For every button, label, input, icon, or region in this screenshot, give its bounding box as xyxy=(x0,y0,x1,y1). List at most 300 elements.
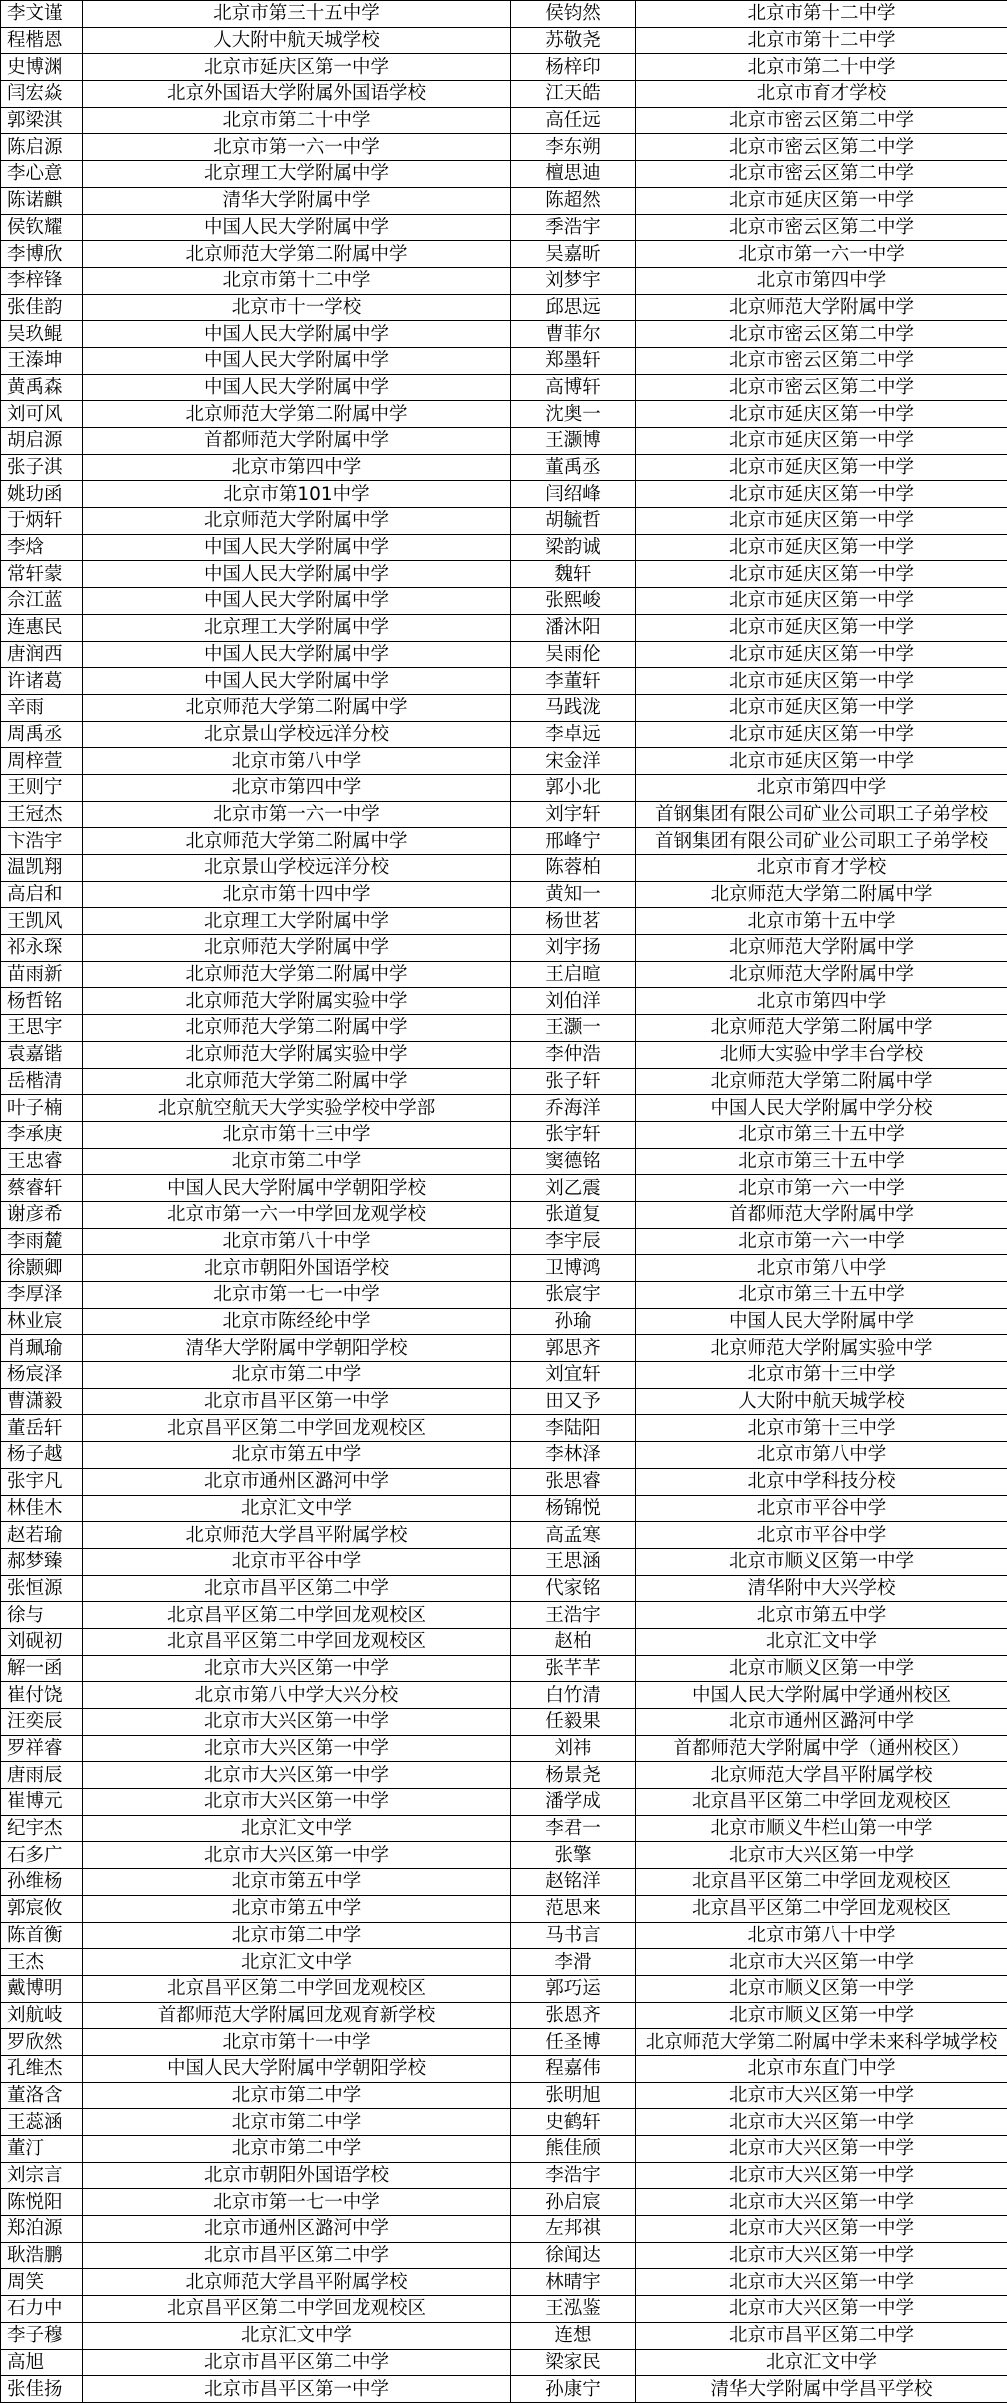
student-name-cell: 卞浩宇 xyxy=(1,828,83,855)
school-name-cell: 北京市大兴区第一中学 xyxy=(83,1709,511,1736)
school-name-cell: 北京市第十三中学 xyxy=(83,1121,511,1148)
school-name-cell: 北京汇文中学 xyxy=(83,2322,511,2349)
school-name-cell: 北京市延庆区第一中学 xyxy=(636,401,1007,428)
student-name-cell: 王凯风 xyxy=(1,908,83,935)
student-name-cell: 李文谨 xyxy=(1,1,83,28)
student-name-cell: 温凯翔 xyxy=(1,855,83,882)
student-name-cell: 董洛含 xyxy=(1,2082,83,2109)
table-row xyxy=(1,534,1007,561)
school-name-cell: 人大附中航天城学校 xyxy=(636,1388,1007,1415)
student-name-cell: 王蕊涵 xyxy=(1,2109,83,2136)
school-name-cell: 北京市延庆区第一中学 xyxy=(636,508,1007,535)
student-name-cell: 石力中 xyxy=(1,2296,83,2323)
school-name-cell: 北师大实验中学丰台学校 xyxy=(636,1041,1007,1068)
school-name-cell: 北京市第101中学 xyxy=(83,481,511,508)
student-name-cell: 张芊芊 xyxy=(511,1655,636,1682)
student-name-cell: 张道复 xyxy=(511,1201,636,1228)
student-name-cell: 罗祥睿 xyxy=(1,1735,83,1762)
school-name-cell: 北京师范大学附属中学 xyxy=(83,508,511,535)
student-name-cell: 周禹丞 xyxy=(1,721,83,748)
school-name-cell: 北京汇文中学 xyxy=(636,1628,1007,1655)
student-name-cell: 王思宇 xyxy=(1,1015,83,1042)
school-name-cell: 北京市第二中学 xyxy=(83,1362,511,1389)
school-name-cell: 北京市延庆区第一中学 xyxy=(636,694,1007,721)
student-name-cell: 孙康宁 xyxy=(511,2376,636,2403)
student-name-cell: 邢峰宁 xyxy=(511,828,636,855)
student-name-cell: 林业宸 xyxy=(1,1308,83,1335)
student-name-cell: 王杰 xyxy=(1,1949,83,1976)
student-name-cell: 李焓 xyxy=(1,534,83,561)
school-name-cell: 北京市昌平区第二中学 xyxy=(83,2242,511,2269)
table-row xyxy=(1,1682,1007,1709)
school-name-cell: 北京市第十二中学 xyxy=(83,267,511,294)
student-name-cell: 连想 xyxy=(511,2322,636,2349)
table-row xyxy=(1,2109,1007,2136)
table-row xyxy=(1,588,1007,615)
student-name-cell: 田又予 xyxy=(511,1388,636,1415)
school-name-cell: 中国人民大学附属中学分校 xyxy=(636,1095,1007,1122)
school-name-cell: 中国人民大学附属中学 xyxy=(83,347,511,374)
school-name-cell: 北京市第三十五中学 xyxy=(83,1,511,28)
student-name-cell: 马书言 xyxy=(511,1922,636,1949)
school-name-cell: 北京市第四中学 xyxy=(83,774,511,801)
table-row xyxy=(1,1735,1007,1762)
student-name-cell: 林佳木 xyxy=(1,1495,83,1522)
school-name-cell: 北京市第四中学 xyxy=(636,267,1007,294)
student-name-cell: 刘可风 xyxy=(1,401,83,428)
table-row xyxy=(1,1602,1007,1629)
student-name-cell: 陈诺麒 xyxy=(1,187,83,214)
school-name-cell: 北京市第十四中学 xyxy=(83,881,511,908)
school-name-cell: 北京市第二中学 xyxy=(83,2136,511,2163)
school-name-cell: 北京市延庆区第一中学 xyxy=(636,481,1007,508)
school-name-cell: 北京师范大学昌平附属学校 xyxy=(636,1762,1007,1789)
table-row xyxy=(1,1148,1007,1175)
school-name-cell: 北京市第一七一中学 xyxy=(83,2189,511,2216)
table-row xyxy=(1,694,1007,721)
student-name-cell: 胡毓哲 xyxy=(511,508,636,535)
student-name-cell: 吴雨伦 xyxy=(511,641,636,668)
table-row xyxy=(1,161,1007,188)
student-name-cell: 潘沐阳 xyxy=(511,614,636,641)
school-name-cell: 首都师范大学附属中学 xyxy=(83,428,511,455)
student-name-cell: 陈悦阳 xyxy=(1,2189,83,2216)
table-row xyxy=(1,1308,1007,1335)
table-row xyxy=(1,1442,1007,1469)
school-name-cell: 北京昌平区第二中学回龙观校区 xyxy=(83,1602,511,1629)
student-name-cell: 孙启宸 xyxy=(511,2189,636,2216)
school-name-cell: 北京理工大学附属中学 xyxy=(83,908,511,935)
school-name-cell: 北京市朝阳外国语学校 xyxy=(83,1255,511,1282)
student-name-cell: 潘学成 xyxy=(511,1789,636,1816)
table-row xyxy=(1,374,1007,401)
school-name-cell: 北京师范大学附属中学 xyxy=(636,294,1007,321)
table-row xyxy=(1,214,1007,241)
school-name-cell: 北京市昌平区第一中学 xyxy=(83,1388,511,1415)
student-name-cell: 唐雨辰 xyxy=(1,1762,83,1789)
school-name-cell: 北京中学科技分校 xyxy=(636,1468,1007,1495)
student-name-cell: 徐颢卿 xyxy=(1,1255,83,1282)
school-name-cell: 北京市大兴区第一中学 xyxy=(636,2296,1007,2323)
student-name-cell: 陈蓉柏 xyxy=(511,855,636,882)
school-name-cell: 中国人民大学附属中学朝阳学校 xyxy=(83,1175,511,1202)
student-name-cell: 魏轩 xyxy=(511,561,636,588)
student-name-cell: 张恒源 xyxy=(1,1575,83,1602)
table-row xyxy=(1,2216,1007,2243)
student-name-cell: 李厚泽 xyxy=(1,1282,83,1309)
school-name-cell: 北京昌平区第二中学回龙观校区 xyxy=(83,1415,511,1442)
school-name-cell: 北京市大兴区第一中学 xyxy=(636,2269,1007,2296)
student-name-cell: 周梓萱 xyxy=(1,748,83,775)
school-name-cell: 北京市大兴区第一中学 xyxy=(636,2082,1007,2109)
student-name-cell: 程楷恩 xyxy=(1,27,83,54)
school-name-cell: 北京市第一六一中学 xyxy=(636,241,1007,268)
student-name-cell: 郭宸攸 xyxy=(1,1895,83,1922)
school-name-cell: 北京市第三十五中学 xyxy=(636,1148,1007,1175)
student-name-cell: 张宇凡 xyxy=(1,1468,83,1495)
student-name-cell: 石多广 xyxy=(1,1842,83,1869)
table-row xyxy=(1,428,1007,455)
school-name-cell: 清华大学附属中学 xyxy=(83,187,511,214)
student-name-cell: 代家铭 xyxy=(511,1575,636,1602)
student-name-cell: 王溱坤 xyxy=(1,347,83,374)
table-row xyxy=(1,1575,1007,1602)
table-row xyxy=(1,1015,1007,1042)
table-row xyxy=(1,2349,1007,2376)
student-name-cell: 左邦祺 xyxy=(511,2216,636,2243)
table-row xyxy=(1,1228,1007,1255)
student-name-cell: 郑墨轩 xyxy=(511,347,636,374)
table-row xyxy=(1,1121,1007,1148)
student-name-cell: 佘江蓝 xyxy=(1,588,83,615)
school-name-cell: 北京市第五中学 xyxy=(83,1442,511,1469)
table-row xyxy=(1,1815,1007,1842)
school-name-cell: 中国人民大学附属中学 xyxy=(83,534,511,561)
student-name-cell: 高旭 xyxy=(1,2349,83,2376)
table-row xyxy=(1,294,1007,321)
table-row xyxy=(1,668,1007,695)
table-row xyxy=(1,1335,1007,1362)
table-row xyxy=(1,2322,1007,2349)
student-name-cell: 汪奕辰 xyxy=(1,1709,83,1736)
school-name-cell: 北京市大兴区第一中学 xyxy=(83,1762,511,1789)
student-name-cell: 叶子楠 xyxy=(1,1095,83,1122)
school-name-cell: 北京外国语大学附属外国语学校 xyxy=(83,81,511,108)
school-name-cell: 北京市密云区第二中学 xyxy=(636,214,1007,241)
table-row xyxy=(1,1548,1007,1575)
student-name-cell: 窦德铭 xyxy=(511,1148,636,1175)
student-name-cell: 王则宁 xyxy=(1,774,83,801)
student-name-cell: 董汀 xyxy=(1,2136,83,2163)
school-name-cell: 北京市第二十中学 xyxy=(83,107,511,134)
school-name-cell: 北京汇文中学 xyxy=(83,1949,511,1976)
student-name-cell: 李滑 xyxy=(511,1949,636,1976)
table-row xyxy=(1,881,1007,908)
school-name-cell: 北京市顺义区第一中学 xyxy=(636,1975,1007,2002)
school-name-cell: 北京市第八中学 xyxy=(636,1442,1007,1469)
student-name-cell: 李承庚 xyxy=(1,1121,83,1148)
student-name-cell: 杨景尧 xyxy=(511,1762,636,1789)
student-name-cell: 吴玖鲲 xyxy=(1,321,83,348)
student-name-cell: 马践泷 xyxy=(511,694,636,721)
table-row xyxy=(1,614,1007,641)
school-name-cell: 北京市大兴区第一中学 xyxy=(636,2136,1007,2163)
school-name-cell: 首都师范大学附属回龙观育新学校 xyxy=(83,2002,511,2029)
student-name-cell: 王浩宇 xyxy=(511,1602,636,1629)
school-name-cell: 中国人民大学附属中学 xyxy=(83,588,511,615)
student-name-cell: 刘航岐 xyxy=(1,2002,83,2029)
table-row xyxy=(1,1468,1007,1495)
student-name-cell: 王灏博 xyxy=(511,428,636,455)
table-row xyxy=(1,561,1007,588)
school-name-cell: 北京市第四中学 xyxy=(83,454,511,481)
student-name-cell: 王灏一 xyxy=(511,1015,636,1042)
school-name-cell: 北京市密云区第二中学 xyxy=(636,374,1007,401)
student-name-cell: 杨宸泽 xyxy=(1,1362,83,1389)
table-row xyxy=(1,454,1007,481)
student-name-cell: 张明旭 xyxy=(511,2082,636,2109)
school-name-cell: 北京市延庆区第一中学 xyxy=(636,748,1007,775)
school-name-cell: 人大附中航天城学校 xyxy=(83,27,511,54)
school-name-cell: 北京理工大学附属中学 xyxy=(83,614,511,641)
student-name-cell: 姚玏函 xyxy=(1,481,83,508)
school-name-cell: 北京市顺义区第一中学 xyxy=(636,1548,1007,1575)
table-row xyxy=(1,2136,1007,2163)
table-row xyxy=(1,1709,1007,1736)
student-name-cell: 刘梦宇 xyxy=(511,267,636,294)
table-row xyxy=(1,1895,1007,1922)
table-row xyxy=(1,347,1007,374)
student-name-cell: 陈启源 xyxy=(1,134,83,161)
school-name-cell: 北京昌平区第二中学回龙观校区 xyxy=(83,2296,511,2323)
student-name-cell: 董禹丞 xyxy=(511,454,636,481)
school-name-cell: 北京市第五中学 xyxy=(83,1869,511,1896)
student-name-cell: 杨世茗 xyxy=(511,908,636,935)
student-name-cell: 李东朔 xyxy=(511,134,636,161)
student-name-cell: 闫绍峰 xyxy=(511,481,636,508)
table-row xyxy=(1,641,1007,668)
school-name-cell: 北京市密云区第二中学 xyxy=(636,134,1007,161)
student-name-cell: 梁韵诚 xyxy=(511,534,636,561)
table-row xyxy=(1,267,1007,294)
table-row xyxy=(1,1789,1007,1816)
table-row xyxy=(1,935,1007,962)
student-name-cell: 季浩宇 xyxy=(511,214,636,241)
school-name-cell: 北京景山学校远洋分校 xyxy=(83,855,511,882)
school-name-cell: 首钢集团有限公司矿业公司职工子弟学校 xyxy=(636,801,1007,828)
school-name-cell: 北京市第十三中学 xyxy=(636,1362,1007,1389)
school-name-cell: 北京市延庆区第一中学 xyxy=(636,641,1007,668)
student-name-cell: 徐闻达 xyxy=(511,2242,636,2269)
school-name-cell: 北京师范大学第二附属中学 xyxy=(83,828,511,855)
school-name-cell: 北京市顺义区第一中学 xyxy=(636,1655,1007,1682)
table-row xyxy=(1,748,1007,775)
student-name-cell: 苗雨新 xyxy=(1,961,83,988)
school-name-cell: 北京市大兴区第一中学 xyxy=(83,1735,511,1762)
table-row xyxy=(1,1095,1007,1122)
student-name-cell: 张佳韵 xyxy=(1,294,83,321)
table-row xyxy=(1,2189,1007,2216)
school-name-cell: 北京市第八中学 xyxy=(636,1255,1007,1282)
school-name-cell: 中国人民大学附属中学通州校区 xyxy=(636,1682,1007,1709)
school-name-cell: 首钢集团有限公司矿业公司职工子弟学校 xyxy=(636,828,1007,855)
student-name-cell: 岳楷清 xyxy=(1,1068,83,1095)
school-name-cell: 北京市朝阳外国语学校 xyxy=(83,2162,511,2189)
school-name-cell: 北京市第一六一中学回龙观学校 xyxy=(83,1201,511,1228)
student-name-cell: 刘伯洋 xyxy=(511,988,636,1015)
student-name-cell: 熊佳颀 xyxy=(511,2136,636,2163)
school-name-cell: 北京师范大学附属中学 xyxy=(83,935,511,962)
student-name-cell: 江天皓 xyxy=(511,81,636,108)
student-name-cell: 李董轩 xyxy=(511,668,636,695)
school-name-cell: 北京市第五中学 xyxy=(636,1602,1007,1629)
school-name-cell: 中国人民大学附属中学 xyxy=(83,641,511,668)
school-name-cell: 北京市通州区潞河中学 xyxy=(636,1709,1007,1736)
student-name-cell: 王冠杰 xyxy=(1,801,83,828)
table-row xyxy=(1,401,1007,428)
student-name-cell: 蔡睿轩 xyxy=(1,1175,83,1202)
school-name-cell: 北京市大兴区第一中学 xyxy=(83,1842,511,1869)
table-row xyxy=(1,187,1007,214)
table-row xyxy=(1,508,1007,535)
table-row xyxy=(1,1255,1007,1282)
student-name-cell: 许诸葛 xyxy=(1,668,83,695)
school-name-cell: 北京汇文中学 xyxy=(83,1815,511,1842)
student-name-cell: 王启暄 xyxy=(511,961,636,988)
table-row xyxy=(1,774,1007,801)
student-name-cell: 张思睿 xyxy=(511,1468,636,1495)
student-name-cell: 李心意 xyxy=(1,161,83,188)
school-name-cell: 北京师范大学附属实验中学 xyxy=(83,1041,511,1068)
table-row xyxy=(1,81,1007,108)
school-name-cell: 北京市大兴区第一中学 xyxy=(636,2242,1007,2269)
school-name-cell: 北京市昌平区第二中学 xyxy=(83,2349,511,2376)
table-row xyxy=(1,27,1007,54)
school-name-cell: 首都师范大学附属中学 xyxy=(636,1201,1007,1228)
student-name-cell: 于炳轩 xyxy=(1,508,83,535)
table-row xyxy=(1,1,1007,28)
student-name-cell: 连惠民 xyxy=(1,614,83,641)
student-name-cell: 杨子越 xyxy=(1,1442,83,1469)
school-name-cell: 北京师范大学第二附属中学 xyxy=(83,401,511,428)
school-name-cell: 北京市第一六一中学 xyxy=(83,134,511,161)
student-name-cell: 郭小北 xyxy=(511,774,636,801)
student-name-cell: 赵柏 xyxy=(511,1628,636,1655)
student-name-cell: 任圣博 xyxy=(511,2029,636,2056)
school-name-cell: 北京市延庆区第一中学 xyxy=(636,588,1007,615)
school-name-cell: 北京市第十一中学 xyxy=(83,2029,511,2056)
school-name-cell: 北京市育才学校 xyxy=(636,81,1007,108)
table-row xyxy=(1,2055,1007,2082)
table-row xyxy=(1,1762,1007,1789)
school-name-cell: 北京市第二中学 xyxy=(83,2082,511,2109)
student-name-cell: 黄禹森 xyxy=(1,374,83,401)
student-name-cell: 高任远 xyxy=(511,107,636,134)
school-name-cell: 北京昌平区第二中学回龙观校区 xyxy=(83,1628,511,1655)
student-name-cell: 邱思远 xyxy=(511,294,636,321)
school-name-cell: 北京市大兴区第一中学 xyxy=(636,1842,1007,1869)
table-row xyxy=(1,1522,1007,1549)
school-name-cell: 北京师范大学第二附属中学未来科学城学校 xyxy=(636,2029,1007,2056)
school-name-cell: 北京市育才学校 xyxy=(636,855,1007,882)
table-row xyxy=(1,1415,1007,1442)
table-row xyxy=(1,1495,1007,1522)
student-name-cell: 李卓远 xyxy=(511,721,636,748)
school-name-cell: 北京师范大学附属实验中学 xyxy=(83,988,511,1015)
school-name-cell: 中国人民大学附属中学 xyxy=(83,668,511,695)
school-name-cell: 北京市大兴区第一中学 xyxy=(83,1789,511,1816)
table-row xyxy=(1,801,1007,828)
school-name-cell: 北京市东直门中学 xyxy=(636,2055,1007,2082)
student-name-cell: 张子轩 xyxy=(511,1068,636,1095)
table-row xyxy=(1,1282,1007,1309)
student-name-cell: 高孟寒 xyxy=(511,1522,636,1549)
student-name-cell: 董岳轩 xyxy=(1,1415,83,1442)
student-name-cell: 李宇辰 xyxy=(511,1228,636,1255)
student-name-cell: 史鹤轩 xyxy=(511,2109,636,2136)
student-name-cell: 赵若瑜 xyxy=(1,1522,83,1549)
school-name-cell: 北京市通州区潞河中学 xyxy=(83,1468,511,1495)
school-name-cell: 北京市第十二中学 xyxy=(636,1,1007,28)
school-name-cell: 北京市第一六一中学 xyxy=(83,801,511,828)
student-name-cell: 郭梁淇 xyxy=(1,107,83,134)
table-row xyxy=(1,828,1007,855)
school-name-cell: 北京市第十二中学 xyxy=(636,27,1007,54)
student-name-cell: 杨哲铭 xyxy=(1,988,83,1015)
student-name-cell: 刘宇轩 xyxy=(511,801,636,828)
school-name-cell: 北京师范大学附属中学 xyxy=(636,961,1007,988)
school-name-cell: 北京市第二中学 xyxy=(83,1922,511,1949)
school-name-cell: 北京市大兴区第一中学 xyxy=(636,2216,1007,2243)
student-name-cell: 张恩齐 xyxy=(511,2002,636,2029)
school-name-cell: 北京市延庆区第一中学 xyxy=(636,454,1007,481)
student-name-cell: 程嘉伟 xyxy=(511,2055,636,2082)
school-name-cell: 北京市第一六一中学 xyxy=(636,1228,1007,1255)
school-name-cell: 中国人民大学附属中学 xyxy=(83,214,511,241)
student-name-cell: 孔维杰 xyxy=(1,2055,83,2082)
student-name-cell: 史博渊 xyxy=(1,54,83,81)
student-name-cell: 崔博元 xyxy=(1,1789,83,1816)
school-name-cell: 北京市密云区第二中学 xyxy=(636,161,1007,188)
school-name-cell: 中国人民大学附属中学 xyxy=(83,321,511,348)
student-name-cell: 黄知一 xyxy=(511,881,636,908)
student-name-cell: 刘宗言 xyxy=(1,2162,83,2189)
school-name-cell: 北京师范大学附属中学 xyxy=(636,935,1007,962)
school-name-cell: 北京市大兴区第一中学 xyxy=(636,1949,1007,1976)
table-row xyxy=(1,908,1007,935)
student-name-cell: 赵铭洋 xyxy=(511,1869,636,1896)
student-name-cell: 苏敬尧 xyxy=(511,27,636,54)
student-name-cell: 李博欣 xyxy=(1,241,83,268)
student-name-cell: 谢彦希 xyxy=(1,1201,83,1228)
school-name-cell: 北京市第八十中学 xyxy=(636,1922,1007,1949)
school-name-cell: 首都师范大学附属中学（通州校区） xyxy=(636,1735,1007,1762)
school-name-cell: 北京师范大学第二附属中学 xyxy=(636,881,1007,908)
student-name-cell: 李林泽 xyxy=(511,1442,636,1469)
school-name-cell: 北京市第三十五中学 xyxy=(636,1282,1007,1309)
student-name-cell: 郑泊源 xyxy=(1,2216,83,2243)
student-name-cell: 白竹清 xyxy=(511,1682,636,1709)
school-name-cell: 北京市延庆区第一中学 xyxy=(636,561,1007,588)
table-row xyxy=(1,855,1007,882)
student-name-cell: 曹菲尔 xyxy=(511,321,636,348)
student-name-cell: 纪宇杰 xyxy=(1,1815,83,1842)
student-name-cell: 刘祎 xyxy=(511,1735,636,1762)
student-name-cell: 胡启源 xyxy=(1,428,83,455)
school-name-cell: 北京市第十五中学 xyxy=(636,908,1007,935)
school-name-cell: 北京市顺义区第一中学 xyxy=(636,2002,1007,2029)
student-name-cell: 陈首衡 xyxy=(1,1922,83,1949)
